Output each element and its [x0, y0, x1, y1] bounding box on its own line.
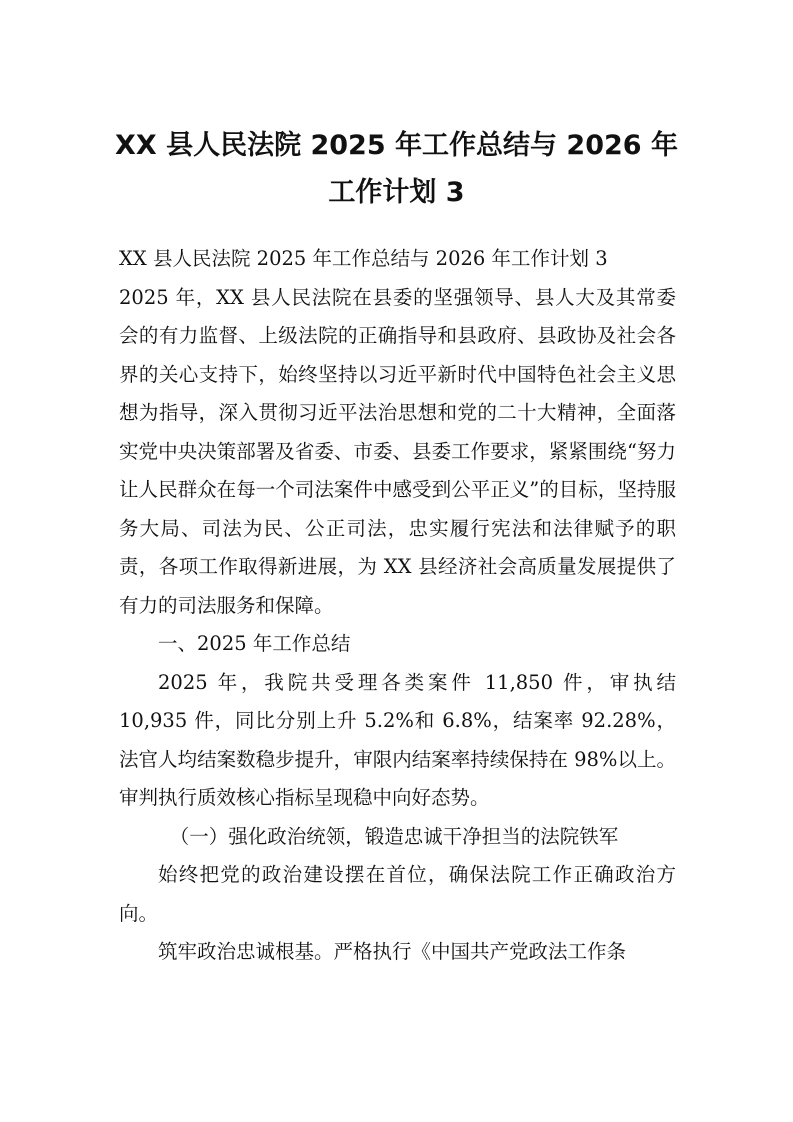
- document-body: [119, 240, 676, 972]
- document-title-line-1: XX 县人民法院 2025 年工作总结与 2026 年: [115, 130, 678, 161]
- paragraph-political-loyalty: 筑牢政治忠诚根基。严格执行《中国共产党政法工作条: [158, 940, 627, 963]
- paragraph-case-statistics: 2025 年，我院共受理各类案件 11,850 件，审执结 10,935 件，同比分别上升 5.2%和 6.8%，结案率 92.28%，法官人均结案数稳步提升，审限内结案率持续保持在 98%以上。审判执行质效核心指标呈现稳中向好态势。: [119, 670, 676, 809]
- subsection-heading-political: （一）强化政治统领，锻造忠诚干净担当的法院铁军: [169, 824, 619, 848]
- document-title-line-2: 工作计划 3: [328, 177, 465, 208]
- paragraph-repeated-title: XX 县人民法院 2025 年工作总结与 2026 年工作计划 3: [119, 247, 608, 270]
- paragraph-political-direction: 始终把党的政治建设摆在首位，确保法院工作正确政治方向。: [119, 863, 676, 925]
- section-heading-summary: 一、2025 年工作总结: [158, 632, 351, 655]
- paragraph-intro: 2025 年，XX 县人民法院在县委的坚强领导、县人大及其常委会的有力监督、上级法院的正确指导和县政府、县政协及社会各界的关心支持下，始终坚持以习近平新时代中国特色社会主义思想为指导，深入贯彻习近平法治思想和党的二十大精神，全面落实党中央决策部署及省委、市委、县委工作要求，紧紧围绕“努力让人民群众在每一个司法案件中感受到公平正义”的目标，坚持服务大局、司法为民、公正司法，忠实履行宪法和法律赋予的职责，各项工作取得新进展，为 XX 县经济社会高质量发展提供了有力的司法服务和保障。: [119, 285, 676, 617]
